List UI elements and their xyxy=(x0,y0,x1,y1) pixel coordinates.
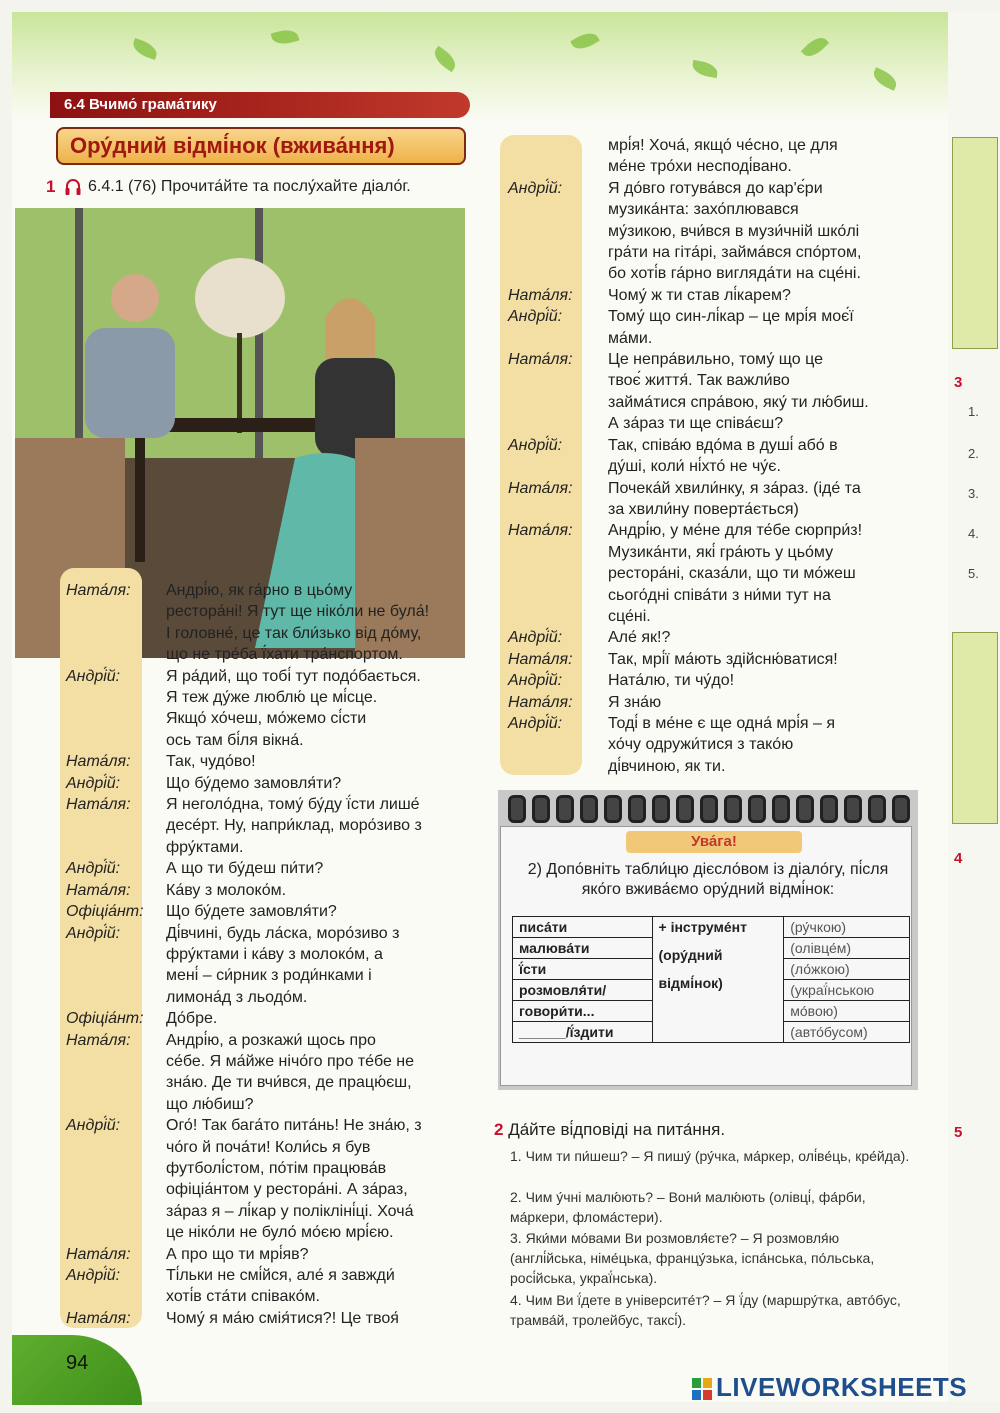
speaker-name: Андрі́й: xyxy=(508,629,563,647)
dialog-line xyxy=(66,923,466,944)
speaker-name xyxy=(66,815,166,836)
dialog-line xyxy=(508,285,918,306)
next-page-fragment: 1. xyxy=(968,404,979,419)
dialog-line xyxy=(66,1115,466,1136)
speaker-name: Ната́ля: xyxy=(66,881,131,899)
lesson-title: Ору́дний відмі́нок (вжива́ння) xyxy=(56,127,466,165)
dialog-line xyxy=(66,730,466,751)
dialog-text: чо́го й поча́ти! Коли́сь я був xyxy=(166,1138,371,1156)
dialog-line xyxy=(66,644,466,665)
dialog-line xyxy=(508,221,918,242)
spiral-ring xyxy=(628,795,646,823)
speaker-name xyxy=(508,563,608,584)
question-item: 4. Чим Ви ї́дете в університе́т? – Я ї́ду (маршру́тка, авто́бус, трамва́й, тролейбус, таксі́). xyxy=(510,1292,901,1328)
speaker-name xyxy=(508,542,608,563)
dialog-line xyxy=(66,1286,466,1307)
spiral-ring xyxy=(772,795,790,823)
dialog-line xyxy=(66,1008,466,1029)
speaker-name: Ната́ля: xyxy=(508,286,573,304)
next-page-box xyxy=(952,137,998,349)
dialog-line xyxy=(66,794,466,815)
dialog-text: ду́ші, коли́ ні́хто́ не чу́є. xyxy=(608,458,781,476)
dialog-text: Андрі́ю, а розкажи́ щось про xyxy=(166,1031,376,1049)
speaker-name: Андрі́й: xyxy=(66,1267,121,1284)
dialog-line xyxy=(66,1201,466,1222)
speaker-name: Андрі́й: xyxy=(66,860,121,878)
speaker-name: Ната́ля: xyxy=(66,582,131,599)
speaker-name: Андрі́й: xyxy=(66,774,121,792)
leaf-icon xyxy=(430,46,459,72)
dialog-line xyxy=(66,751,466,772)
dialog-text: Якщо́ хо́чеш, мо́жемо сі́сти xyxy=(166,710,367,728)
dialog-line xyxy=(508,756,918,777)
dialog-text: Почека́й хвили́нку, я за́раз. (іде́ та xyxy=(608,479,861,497)
dialog-text: Музика́нти, які́ гра́ють у цьо́му xyxy=(608,543,834,561)
leaf-icon xyxy=(570,28,600,53)
dialog-line xyxy=(66,944,466,965)
verb-cell: розмовля́ти/ xyxy=(513,980,653,1001)
section-header: 6.4 Вчимо́ грама́тику xyxy=(50,92,470,118)
dialog-text: хо́чу одружи́тися з тако́ю xyxy=(608,736,794,754)
dialog-line xyxy=(66,1265,466,1286)
dialog-line xyxy=(508,627,918,648)
spiral-ring xyxy=(844,795,862,823)
spiral-ring xyxy=(556,795,574,823)
dialog-text: ма́ми. xyxy=(608,329,653,347)
speaker-name xyxy=(66,1179,166,1200)
dialog-line xyxy=(508,306,918,327)
dialog-text: бо хоті́в га́рно вигляда́ти на сце́ні. xyxy=(608,265,861,283)
exercise-title: Да́йте ві́дповіді на пита́ння. xyxy=(508,1120,726,1139)
dialog-line xyxy=(66,1244,466,1265)
speaker-name: Ната́ля: xyxy=(508,522,573,540)
dialog-line xyxy=(508,435,918,456)
dialog-line xyxy=(66,1137,466,1158)
speaker-name xyxy=(66,644,166,665)
dialog-line xyxy=(508,263,918,284)
dialog-text: хоті́в ста́ти співако́м. xyxy=(166,1288,320,1306)
dialog-text: му́зикою, вчи́вся в музи́чній шко́лі xyxy=(608,222,860,240)
dialog-line xyxy=(66,1308,466,1329)
speaker-name xyxy=(66,623,166,644)
speaker-name xyxy=(66,687,166,708)
dialog-text: Тоді́ в ме́не є ще одна́ мрі́я – я xyxy=(608,714,835,732)
speaker-name xyxy=(508,756,608,777)
next-page-num: 5 xyxy=(954,1124,963,1141)
dialog-text: Що бу́демо замовля́ти? xyxy=(166,774,342,792)
dialog-text: за хвили́ну поверта́ється) xyxy=(608,500,799,518)
page-number: 94 xyxy=(66,1352,89,1374)
dialog-text: фру́ктами. xyxy=(166,838,244,856)
speaker-name: Ната́ля: xyxy=(508,693,573,711)
verb-cell: ї́сти xyxy=(513,959,653,980)
dialog-text: сього́дні співа́ти з ни́ми тут на xyxy=(608,586,831,604)
dialog-text: Я теж ду́же люблю́ це мі́сце. xyxy=(166,689,378,707)
dialog-text: Ого́! Так бага́то пита́нь! Не зна́ю, з xyxy=(166,1117,422,1135)
speaker-name: Ната́ля: xyxy=(66,1245,131,1263)
dialog-line xyxy=(66,601,466,622)
leaf-icon xyxy=(870,67,899,91)
verb-cell[interactable]: ______/ї́здити xyxy=(513,1022,653,1043)
speaker-name xyxy=(508,392,608,413)
dialog-line xyxy=(66,858,466,879)
speaker-name xyxy=(508,456,608,477)
watermark: LIVEWORKSHEETS xyxy=(716,1372,968,1402)
dialog-text: це ніко́ли не було́ мо́єю мрі́єю. xyxy=(166,1224,394,1242)
dialog-line xyxy=(66,1030,466,1051)
speaker-name xyxy=(66,1158,166,1179)
example-cell: (ло́жкою) xyxy=(784,959,910,980)
next-page-edge xyxy=(948,12,1000,1402)
speaker-name xyxy=(66,1051,166,1072)
verb-cell: говори́ти... xyxy=(513,1001,653,1022)
question-item: 2. Чим у́чні малю́ють? – Вони́ малю́ють (олівці́, фа́рби, ма́ркери, флома́стери). xyxy=(510,1189,866,1225)
speaker-name xyxy=(508,734,608,755)
speaker-name: Офіціа́нт: xyxy=(66,903,144,921)
dialog-text: займа́тися спра́вою, яку́ ти лю́биш. xyxy=(608,393,869,411)
headphones-icon[interactable] xyxy=(64,178,82,196)
speaker-name xyxy=(66,1072,166,1093)
dialog-text: Але́ як!? xyxy=(608,629,671,647)
speaker-name: Ната́ля: xyxy=(508,650,573,668)
dialog-text: Я зна́ю xyxy=(608,693,662,711)
dialog-text: До́бре. xyxy=(166,1010,218,1028)
dialog-line xyxy=(508,563,918,584)
dialog-text: ді́вчиною, як ти. xyxy=(608,757,726,775)
dialog-line xyxy=(66,815,466,836)
dialog-text: за́раз я – лі́кар у полікліні́ці. Хоча́ xyxy=(166,1202,414,1220)
dialog-text: Ті́льки не смі́йся, але́ я завжди́ xyxy=(166,1267,395,1284)
dialog-text: рестора́ні! Я тут ще ніко́ли не була́! xyxy=(166,603,430,621)
speaker-name: Ната́ля: xyxy=(508,351,573,369)
question-item: 1. Чим ти пи́шеш? – Я пишу́ (ру́чка, ма́ркер, олі́ве́ць, кре́йда). xyxy=(510,1148,910,1164)
dialog-text: Ната́лю, ти чу́до! xyxy=(608,672,735,690)
speaker-name xyxy=(66,1222,166,1243)
leaf-icon xyxy=(130,38,159,60)
speaker-name xyxy=(66,708,166,729)
dialog-line xyxy=(66,580,466,601)
verb-cell: малюва́ти xyxy=(513,938,653,959)
dialog-line xyxy=(66,1051,466,1072)
spiral-ring xyxy=(580,795,598,823)
next-page-fragment: 5. xyxy=(968,566,979,581)
next-page-num: 3 xyxy=(954,374,963,391)
dialog-text: Так, мрі́ї ма́ють здійсню́ватися! xyxy=(608,650,838,668)
middle-line: (ору́дний xyxy=(658,947,723,963)
exercise-2-heading xyxy=(494,1120,725,1140)
speaker-name: Андрі́й: xyxy=(66,924,121,942)
dialog-line xyxy=(508,670,918,691)
next-page-box xyxy=(952,632,998,824)
dialog-text: десе́рт. Ну, напри́клад, моро́зиво з xyxy=(166,817,422,835)
leaf-icon xyxy=(801,33,829,61)
dialog-line xyxy=(508,734,918,755)
dialog-text: Що бу́дете замовля́ти? xyxy=(166,903,337,921)
speaker-name: Ната́ля: xyxy=(508,479,573,497)
speaker-name xyxy=(66,730,166,751)
dialog-text: А про що ти мрі́яв? xyxy=(166,1245,309,1263)
speaker-name: Андрі́й: xyxy=(508,308,563,326)
dialog-line xyxy=(66,1072,466,1093)
speaker-name: Андрі́й: xyxy=(508,672,563,690)
middle-line: + інструме́нт xyxy=(658,919,747,935)
speaker-name xyxy=(508,499,608,520)
dialog-text: ось там бі́ля вікна́. xyxy=(166,731,304,749)
dialog-line xyxy=(66,965,466,986)
dialog-line xyxy=(508,156,918,177)
speaker-name xyxy=(66,837,166,858)
dialog-text: Я неголо́дна, тому́ бу́ду ї́сти лише́ xyxy=(166,796,420,814)
dialog-line xyxy=(508,692,918,713)
speaker-name: Андрі́й: xyxy=(66,667,121,685)
dialog-line xyxy=(66,1094,466,1115)
dialog-text: А що ти бу́деш пи́ти? xyxy=(166,860,324,878)
dialog-text: Чому́ ж ти став лі́карем? xyxy=(608,286,791,304)
dialog-line xyxy=(66,773,466,794)
dialog-line xyxy=(508,178,918,199)
dialog-line xyxy=(508,520,918,541)
dialog-line xyxy=(66,623,466,644)
dialog-line xyxy=(66,987,466,1008)
dialog-line xyxy=(508,242,918,263)
dialog-text: сце́ні. xyxy=(608,607,651,625)
dialog-text: Так, співа́ю вдо́ма в душі́ або́ в xyxy=(608,436,838,454)
spiral-ring xyxy=(700,795,718,823)
speaker-name: Андрі́й: xyxy=(66,1117,121,1135)
dialog-line xyxy=(66,880,466,901)
speaker-name: Андрі́й: xyxy=(508,179,563,197)
dialog-line xyxy=(508,649,918,670)
dialog-line xyxy=(66,837,466,858)
spiral-ring xyxy=(652,795,670,823)
dialog-text: що лю́биш? xyxy=(166,1095,254,1113)
speaker-name: Ната́ля: xyxy=(66,796,131,814)
dialog-text: рестора́ні, сказа́ли, що ти мо́жеш xyxy=(608,565,856,583)
spiral-ring xyxy=(892,795,910,823)
spiral-ring xyxy=(676,795,694,823)
dialog-text: А за́раз ти ще співа́єш? xyxy=(608,415,784,433)
dialog-line xyxy=(508,456,918,477)
dialog-text: Я ра́дий, що тобі́ тут подо́бається. xyxy=(166,667,421,685)
dialog-text: Ка́ву з молоко́м. xyxy=(166,881,287,899)
dialog-text: І головне́, це так бли́зько від до́му, xyxy=(166,624,422,642)
speaker-name: Андрі́й: xyxy=(508,714,563,732)
dialog-line xyxy=(508,478,918,499)
dialog-text: футболі́стом, по́тім працюва́в xyxy=(166,1159,387,1177)
spiral-ring xyxy=(532,795,550,823)
speaker-name xyxy=(508,199,608,220)
dialog-text: фру́ктами і ка́ву з молоко́м, а xyxy=(166,945,383,963)
dialog-line xyxy=(508,542,918,563)
notebook-task: 2) Допо́вніть табли́цю дієсло́вом із діало́гу, пі́сля яко́го вжива́ємо ору́дний відмі́нок: xyxy=(527,861,889,898)
next-page-num: 4 xyxy=(954,850,963,867)
speaker-name xyxy=(508,135,608,156)
speaker-name xyxy=(508,606,608,627)
speaker-name xyxy=(66,1201,166,1222)
exercise-instruction: 6.4.1 (76) Прочита́йте та послу́хайте діало́г. xyxy=(88,178,411,195)
exercise-number: 2 xyxy=(494,1120,504,1139)
dialog-line xyxy=(508,370,918,391)
dialog-line xyxy=(508,392,918,413)
exercise-number: 1 xyxy=(46,177,56,196)
dialog-line xyxy=(508,199,918,220)
dialog-text: ме́не тро́хи несподі́вано. xyxy=(608,158,792,176)
example-cell: (авто́бусом) xyxy=(784,1022,910,1043)
dialog-line xyxy=(508,349,918,370)
verb-cell: писа́ти xyxy=(513,917,653,938)
speaker-name xyxy=(66,965,166,986)
question-item: 3. Яки́ми мо́вами Ви розмовля́єте? – Я розмовля́ю (англі́йська, німе́цька, францу́зька, іспа́нська, по́льська, росі́йська, украї́нська). xyxy=(510,1230,875,1286)
leaf-icon xyxy=(691,60,719,78)
dialog-text: Андрі́ю, у ме́не для те́бе сюрпри́з! xyxy=(608,522,863,540)
dialog-text: гра́ти на гіта́рі, займа́вся спо́ртом, xyxy=(608,244,862,262)
dialog-line xyxy=(508,413,918,434)
example-cell: мо́вою) xyxy=(784,1001,910,1022)
dialog-text: Це непра́вильно, тому́ що це xyxy=(608,351,823,369)
dialog-line xyxy=(66,901,466,922)
dialog-line xyxy=(508,328,918,349)
dialog-line xyxy=(508,713,918,734)
dialog-text: мені́ – си́рник з роди́нками і xyxy=(166,967,372,985)
spiral-ring xyxy=(724,795,742,823)
dialog-text: твоє́ життя́. Так важли́во xyxy=(608,372,790,390)
attention-badge: Ува́га! xyxy=(626,831,802,853)
dialog-text: Я до́вго готува́вся до кар'є́ри xyxy=(608,179,823,197)
speaker-name xyxy=(66,601,166,622)
example-cell: (ру́чкою) xyxy=(784,917,910,938)
liveworksheets-logo-icon xyxy=(692,1378,712,1400)
speaker-name xyxy=(508,585,608,606)
dialog-text: Ді́вчині, будь ла́ска, моро́зиво з xyxy=(166,924,400,942)
next-page-fragment: 4. xyxy=(968,526,979,541)
dialog-text: Андрі́ю, як га́рно в цьо́му xyxy=(166,582,353,599)
dialog-text: се́бе. Я ма́йже нічо́го про те́бе не xyxy=(166,1052,415,1070)
spiral-ring xyxy=(820,795,838,823)
dialog-text: що не тре́ба ї́хати тра́нспортом. xyxy=(166,646,403,664)
next-page-fragment: 3. xyxy=(968,486,979,501)
dialog-line xyxy=(66,1158,466,1179)
dialog-left xyxy=(66,580,466,1329)
example-cell: (украї́нською xyxy=(784,980,910,1001)
verb-table xyxy=(512,916,910,1043)
speaker-name xyxy=(508,328,608,349)
dialog-line xyxy=(66,1222,466,1243)
dialog-line xyxy=(508,499,918,520)
speaker-name xyxy=(508,242,608,263)
dialog-line xyxy=(66,1179,466,1200)
speaker-name xyxy=(508,221,608,242)
speaker-name: Андрі́й: xyxy=(508,436,563,454)
dialog-text: офіціа́нтом у рестора́ні. А за́раз, xyxy=(166,1181,408,1199)
speaker-name: Ната́ля: xyxy=(66,1309,131,1327)
speaker-name: Офіціа́нт: xyxy=(66,1010,144,1028)
dialog-text: зна́ю. Де ти вчи́вся, де працю́єш, xyxy=(166,1074,412,1092)
speaker-name xyxy=(66,987,166,1008)
dialog-text: Тому́ що син-лі́кар – це мрі́я моє́ї xyxy=(608,308,854,326)
speaker-name xyxy=(66,1137,166,1158)
dialog-line xyxy=(508,585,918,606)
speaker-name: Ната́ля: xyxy=(66,1031,131,1049)
speaker-name xyxy=(66,944,166,965)
dialog-line xyxy=(66,687,466,708)
middle-cell xyxy=(652,917,784,1043)
spiral-ring xyxy=(508,795,526,823)
dialog-line xyxy=(508,135,918,156)
dialog-text: Так, чудо́во! xyxy=(166,753,256,771)
dialog-text: музика́нта: захо́плювався xyxy=(608,201,799,219)
next-page-fragment: 2. xyxy=(968,446,979,461)
speaker-name xyxy=(66,1094,166,1115)
speaker-name xyxy=(508,413,608,434)
example-cell: (олівце́м) xyxy=(784,938,910,959)
spiral-ring xyxy=(748,795,766,823)
leaf-icon xyxy=(271,27,300,47)
speaker-name xyxy=(508,370,608,391)
speaker-name xyxy=(508,156,608,177)
dialog-line xyxy=(66,708,466,729)
spiral-ring xyxy=(604,795,622,823)
dialog-text: Чому́ я ма́ю смія́тися?! Це твоя́ xyxy=(166,1309,399,1327)
dialog-text: лимона́д з льодо́м. xyxy=(166,988,308,1006)
dialog-text: мрі́я! Хоча́, якщо́ че́сно, це для xyxy=(608,137,838,154)
speaker-name xyxy=(66,1286,166,1307)
middle-line: відмі́нок) xyxy=(658,975,723,991)
dialog-right xyxy=(508,135,918,777)
speaker-name: Ната́ля: xyxy=(66,753,131,771)
dialog-line xyxy=(508,606,918,627)
spiral-ring xyxy=(868,795,886,823)
dialog-line xyxy=(66,666,466,687)
speaker-name xyxy=(508,263,608,284)
spiral-ring xyxy=(796,795,814,823)
